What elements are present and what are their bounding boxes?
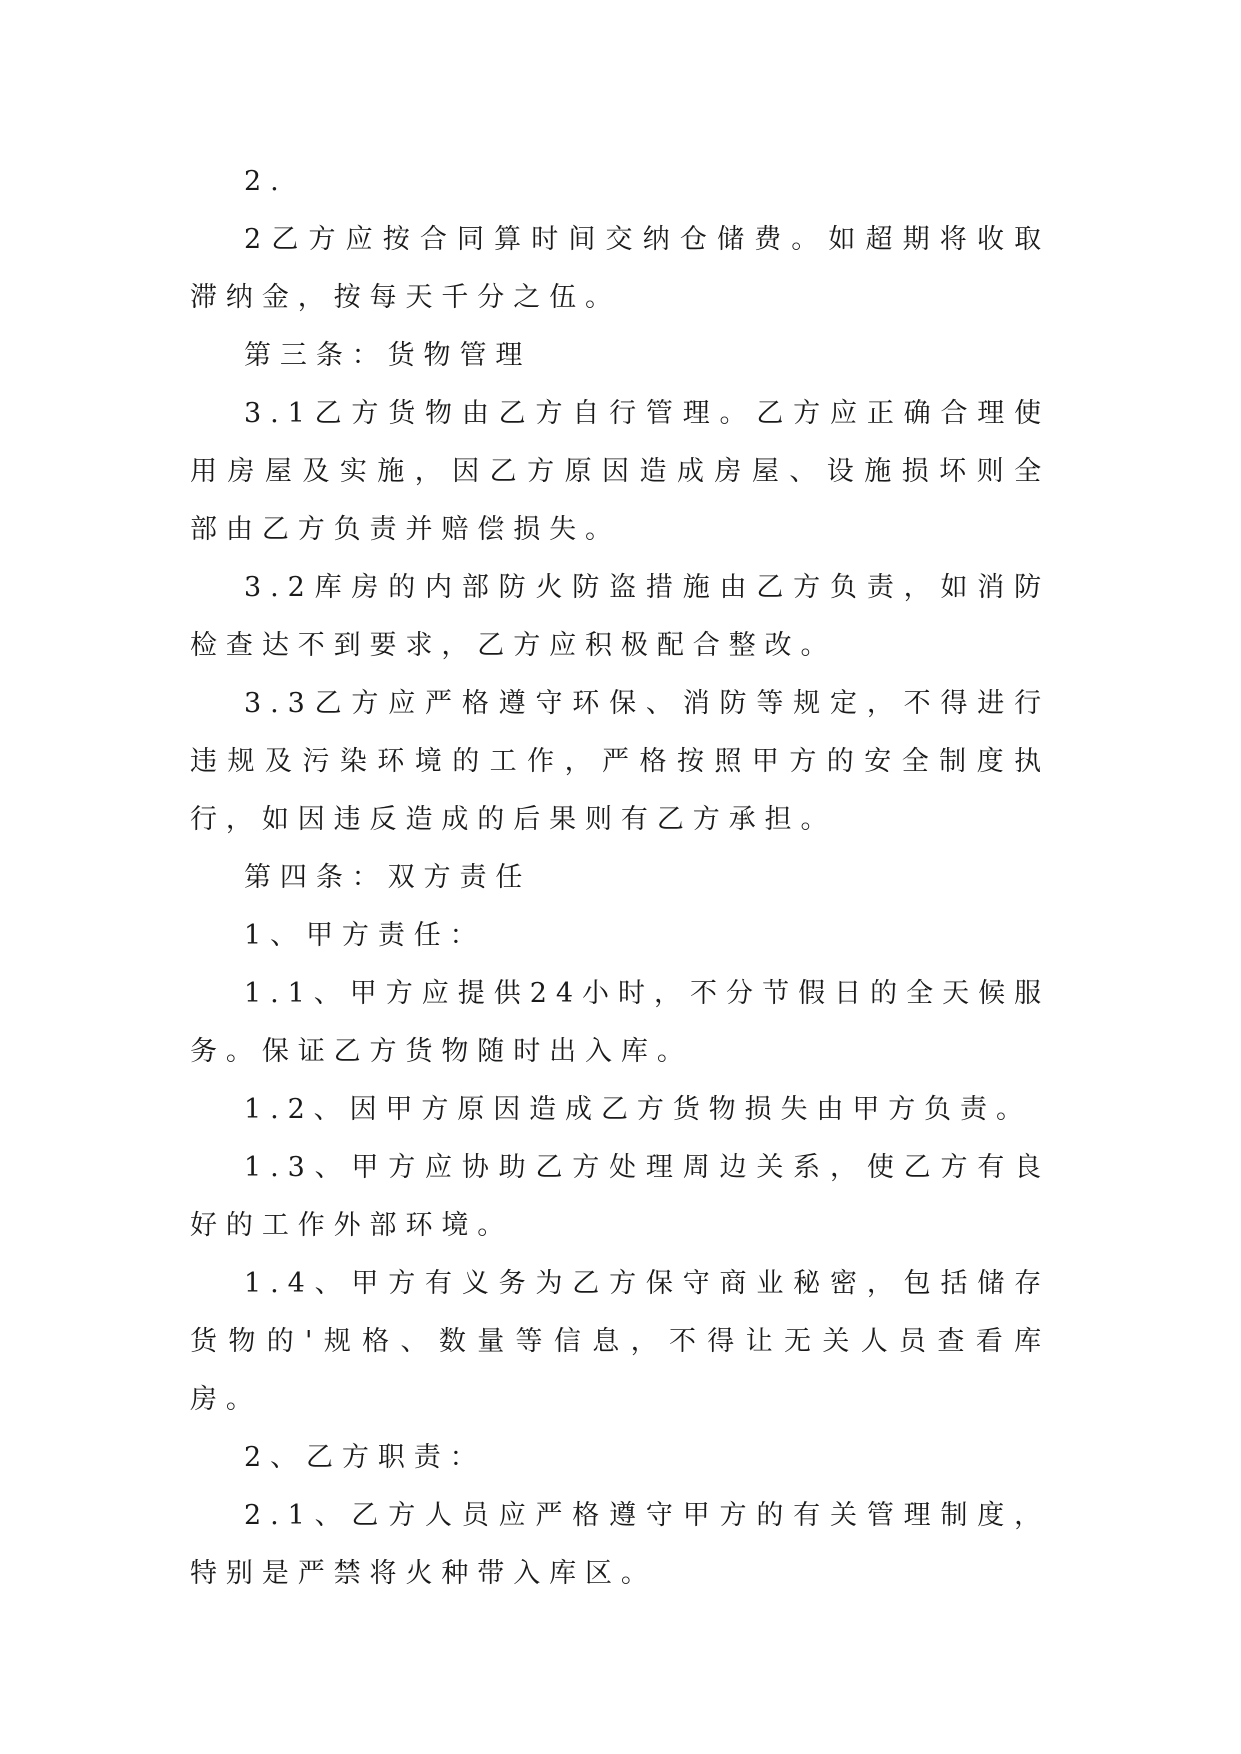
paragraph-2-1: 2.1、乙方人员应严格遵守甲方的有关管理制度，特别是严禁将火种带入库区。 <box>190 1500 1050 1589</box>
paragraph-storage-fee: 2乙方应按合同算时间交纳仓储费。如超期将收取滞纳金，按每天千分之伍。 <box>190 224 1050 313</box>
heading-article-four: 第四条：双方责任 <box>244 862 532 893</box>
heading-article-three: 第三条：货物管理 <box>244 340 532 371</box>
paragraph-1-4: 1.4、甲方有义务为乙方保守商业秘密，包括储存货物的'规格、数量等信息，不得让无关人员查看库房。 <box>190 1268 1050 1415</box>
paragraph-section-number: 2. <box>244 166 288 197</box>
paragraph-1-1: 1.1、甲方应提供24小时，不分节假日的全天候服务。保证乙方货物随时出入库。 <box>190 978 1050 1067</box>
document-body <box>190 153 1050 1603</box>
heading-party-b-duties: 2、乙方职责： <box>244 1442 486 1473</box>
paragraph-3-3: 3.3乙方应严格遵守环保、消防等规定，不得进行违规及污染环境的工作，严格按照甲方的安全制度执行，如因违反造成的后果则有乙方承担。 <box>190 688 1050 835</box>
paragraph-1-2: 1.2、因甲方原因造成乙方货物损失由甲方负责。 <box>244 1094 1032 1125</box>
heading-party-a-duties: 1、甲方责任： <box>244 920 486 951</box>
paragraph-3-2: 3.2库房的内部防火防盗措施由乙方负责，如消防检查达不到要求，乙方应积极配合整改。 <box>190 572 1050 661</box>
paragraph-1-3: 1.3、甲方应协助乙方处理周边关系，使乙方有良好的工作外部环境。 <box>190 1152 1050 1241</box>
paragraph-3-1: 3.1乙方货物由乙方自行管理。乙方应正确合理使用房屋及实施，因乙方原因造成房屋、设施损坏则全部由乙方负责并赔偿损失。 <box>190 398 1050 545</box>
